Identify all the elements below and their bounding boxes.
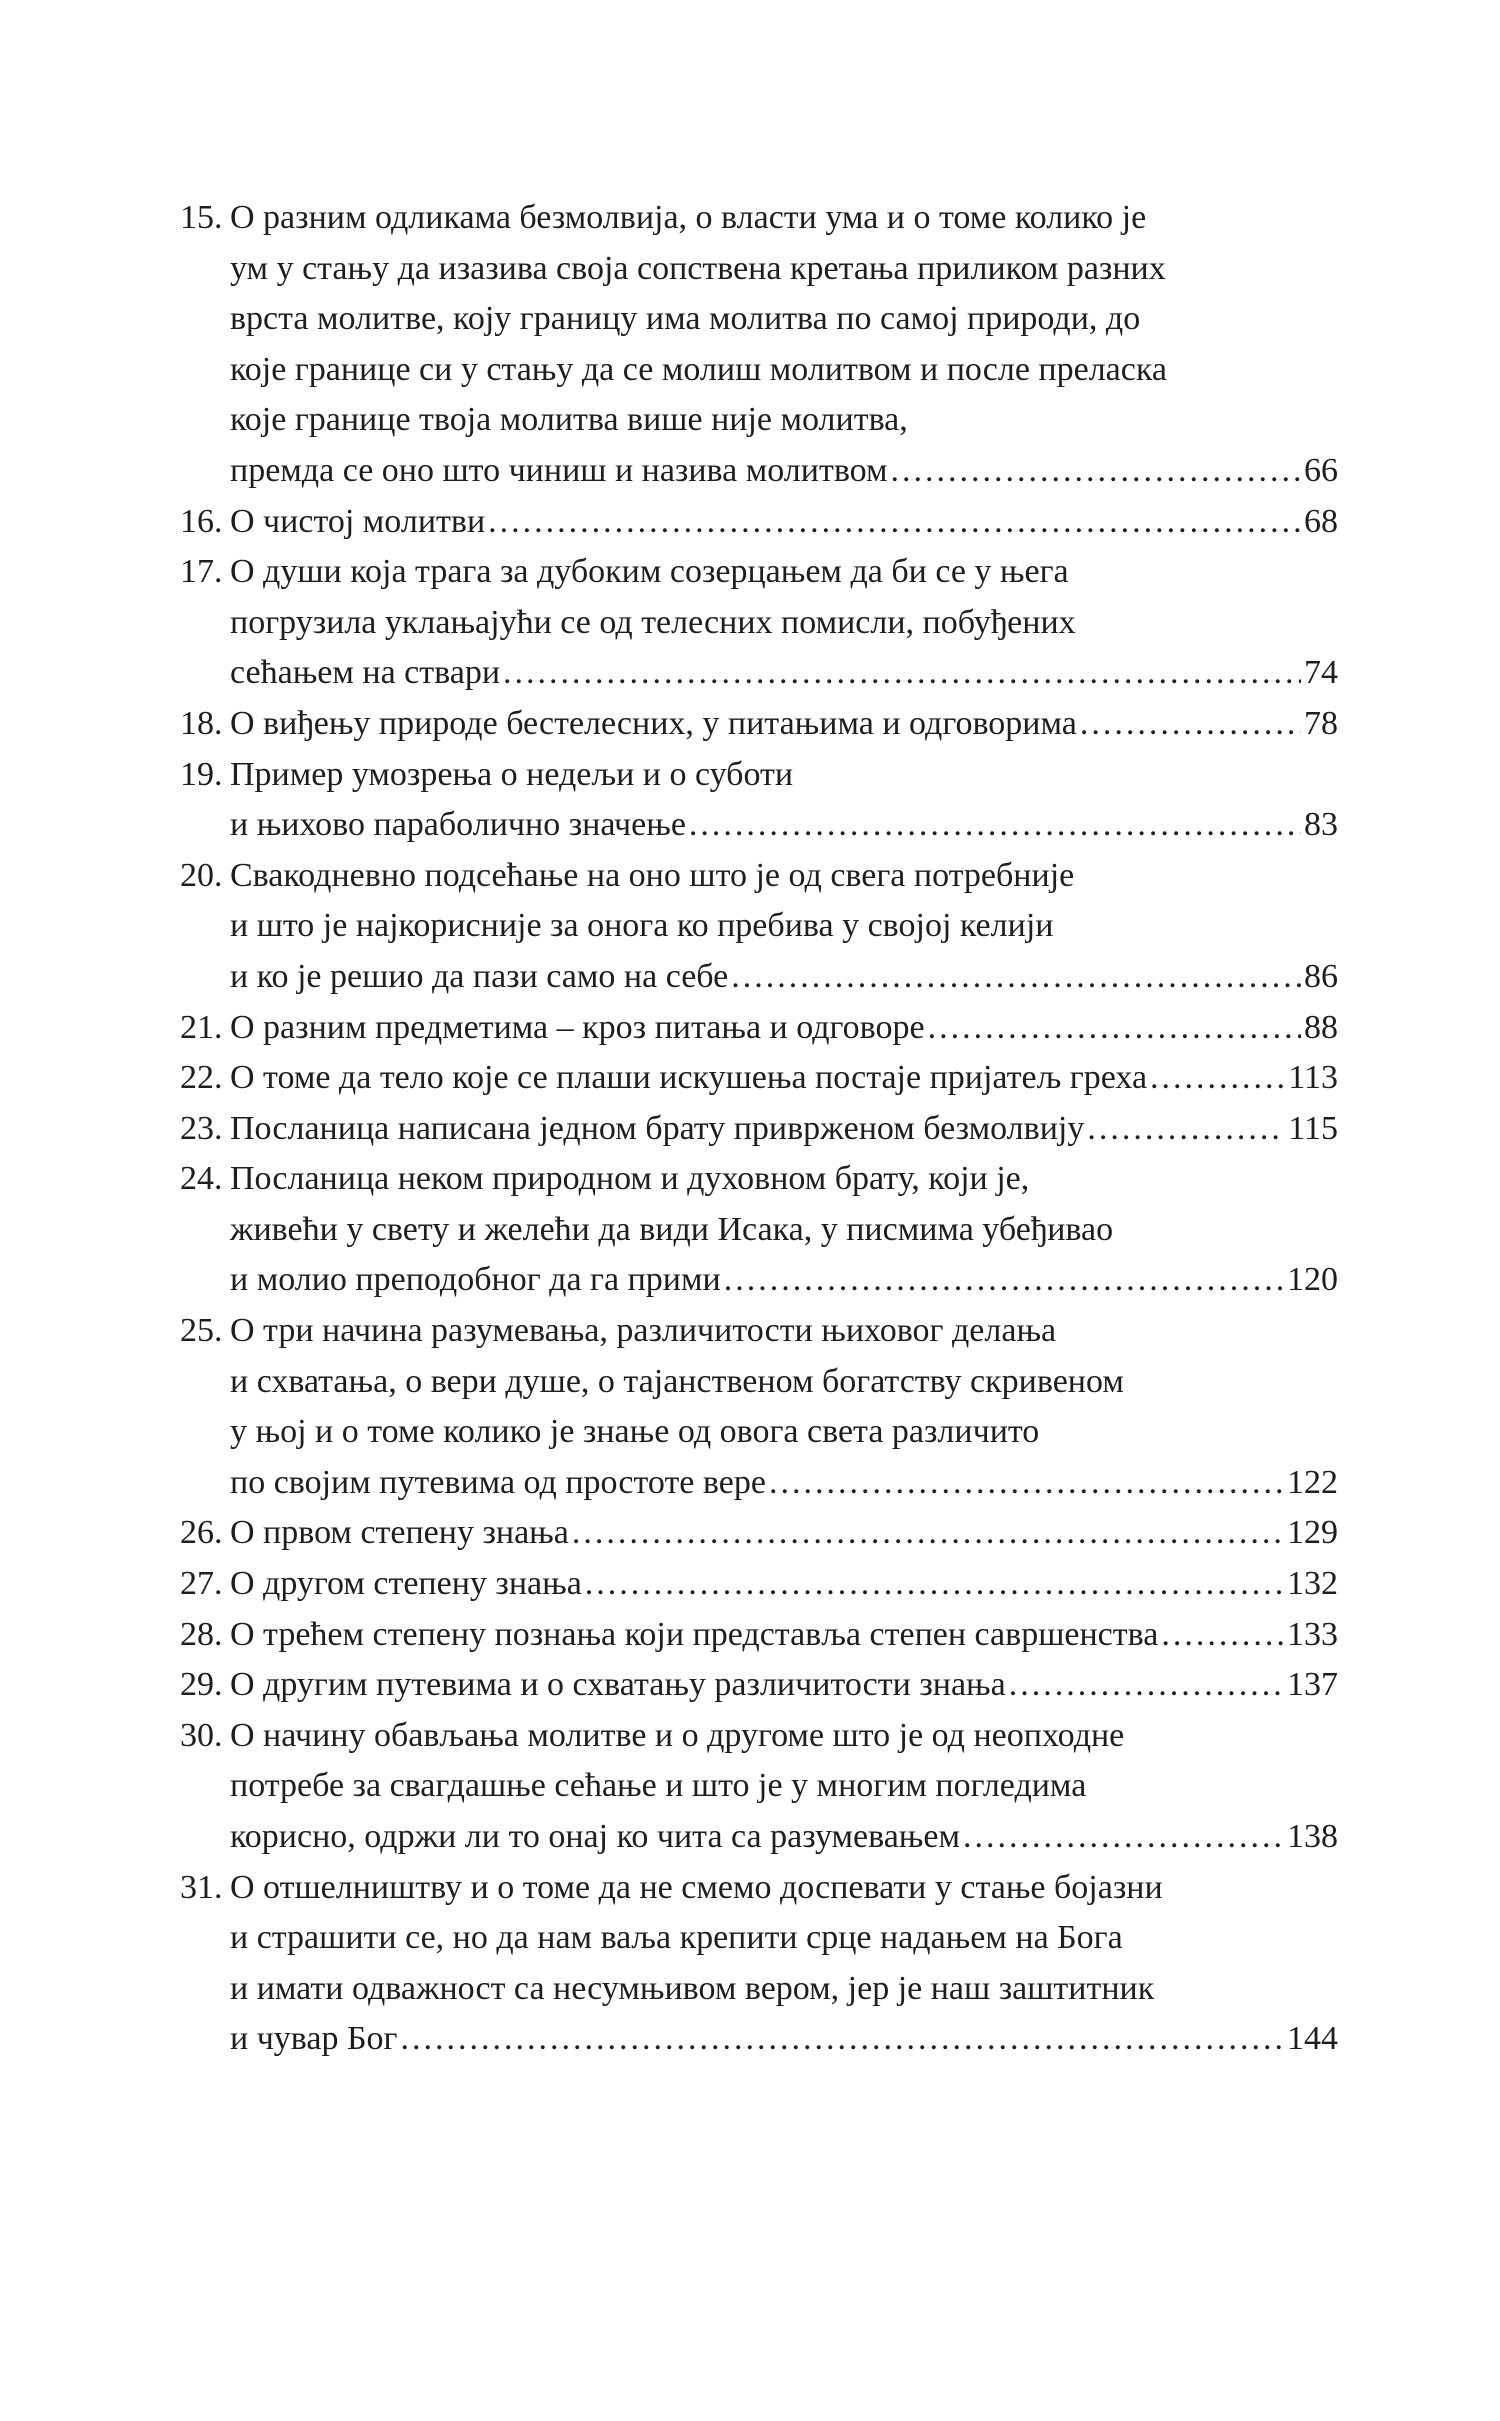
toc-entry-line xyxy=(180,598,1338,649)
toc-entry-line xyxy=(180,1913,1338,1964)
dot-leader xyxy=(400,2014,1284,2065)
toc-entry-line xyxy=(180,1711,1338,1762)
dot-leader xyxy=(572,1508,1284,1559)
toc-entry-line xyxy=(180,1205,1338,1256)
toc-entry-number: 25. xyxy=(180,1312,223,1350)
toc-entry-number: 16. xyxy=(180,502,223,540)
toc-entry-page-number: 88 xyxy=(1304,1008,1338,1046)
toc-entry-line xyxy=(180,1357,1338,1408)
toc-entry xyxy=(180,1154,1338,1306)
toc-entry-title-line: корисно, одржи ли то онај ко чита са разумевањем xyxy=(230,1818,960,1855)
toc-entry-line xyxy=(180,1306,1338,1357)
toc-entry-line xyxy=(180,1610,1338,1661)
toc-entry-title-line: О виђењу природе бестелесних, у питањима и одговорима xyxy=(230,704,1077,742)
toc-entry-title-line: и што је најкорисније за онога ко пребива у својој келији xyxy=(230,907,1054,945)
toc-entry-number: 21. xyxy=(180,1008,223,1046)
toc-entry-title-line: О трећем степену познања који представља степен савршенства xyxy=(230,1615,1159,1653)
toc-entry-title-line: потребе за свагдашње сећање и што је у многим погледима xyxy=(230,1767,1087,1805)
toc-entry-page-number: 66 xyxy=(1304,451,1338,489)
toc-entry-page-number: 138 xyxy=(1287,1818,1338,1855)
dot-leader xyxy=(503,648,1301,699)
toc-entry-number: 22. xyxy=(180,1059,223,1097)
toc-entry-title-line: О првом степену знања xyxy=(230,1514,569,1552)
toc-entry-line xyxy=(180,1003,1338,1054)
toc-entry-line xyxy=(180,547,1338,598)
toc-entry-line xyxy=(180,699,1338,750)
toc-entry-line xyxy=(180,1812,1338,1863)
toc-entry-line xyxy=(180,901,1338,952)
toc-entry-line xyxy=(180,1508,1338,1559)
toc-entry xyxy=(180,1003,1338,1054)
toc-entry-page-number: 137 xyxy=(1287,1666,1338,1704)
table-of-contents xyxy=(180,193,1338,2065)
dot-leader xyxy=(689,800,1301,851)
toc-entry-title-line: живећи у свету и желећи да види Исака, у писмима убеђивао xyxy=(230,1210,1114,1248)
toc-entry-page-number: 74 xyxy=(1304,654,1338,692)
toc-entry-page-number: 122 xyxy=(1287,1463,1338,1501)
dot-leader xyxy=(1080,699,1301,750)
toc-entry-number: 15. xyxy=(180,199,223,236)
toc-entry-line xyxy=(180,1255,1338,1306)
toc-entry-number: 30. xyxy=(180,1716,223,1754)
toc-entry xyxy=(180,1508,1338,1559)
toc-entry-title-line: врста молитве, коју границу има молитва по самој природи, до xyxy=(230,300,1141,338)
toc-entry-title-line: и имати одважност са несумњивом вером, јер је наш заштитник xyxy=(230,1969,1155,2007)
toc-entry-title-line: ум у стању да изазива своја сопствена кретања приликом разних xyxy=(230,249,1166,287)
toc-entry-number: 29. xyxy=(180,1666,223,1704)
toc-entry-number: 24. xyxy=(180,1160,223,1198)
toc-entry xyxy=(180,1559,1338,1610)
toc-entry-page-number: 78 xyxy=(1304,704,1338,742)
toc-entry-title-line: у њој и о томе колико је знање од овога света различито xyxy=(230,1413,1040,1451)
toc-entry-line xyxy=(180,1863,1338,1914)
toc-entry-title-line: О начину обављања молитве и о другоме што је од неопходне xyxy=(230,1716,1125,1754)
toc-entry-line xyxy=(180,395,1338,446)
toc-entry-line xyxy=(180,750,1338,801)
dot-leader xyxy=(891,446,1301,497)
toc-entry-title-line: О томе да тело које се плаши искушења постаје пријатељ греха xyxy=(230,1059,1148,1097)
toc-entry xyxy=(180,1711,1338,1863)
toc-entry xyxy=(180,193,1338,497)
toc-entry xyxy=(180,699,1338,750)
dot-leader xyxy=(488,497,1301,548)
toc-entry-page-number: 115 xyxy=(1288,1109,1338,1147)
toc-entry-title-line: и молио преподобног да га прими xyxy=(230,1261,721,1299)
dot-leader xyxy=(928,1003,1301,1054)
dot-leader xyxy=(724,1255,1284,1306)
toc-entry-title-line: О другом степену знања xyxy=(230,1565,582,1603)
toc-entry-line xyxy=(180,800,1338,851)
toc-entry-number: 20. xyxy=(180,856,223,894)
toc-entry-line xyxy=(180,446,1338,497)
toc-entry xyxy=(180,851,1338,1003)
toc-entry-title-line: О другим путевима и о схватању различитости знања xyxy=(230,1666,1006,1704)
toc-entry-page-number: 133 xyxy=(1287,1615,1338,1653)
toc-entry-page-number: 132 xyxy=(1287,1565,1338,1603)
toc-entry-line xyxy=(180,294,1338,345)
toc-entry-title-line: сећањем на ствари xyxy=(230,654,501,692)
toc-entry-line xyxy=(180,1761,1338,1812)
toc-entry-number: 31. xyxy=(180,1868,223,1906)
toc-entry-line xyxy=(180,1104,1338,1155)
toc-entry-page-number: 86 xyxy=(1304,957,1338,995)
toc-entry-title-line: О три начина разумевања, различитости њиховог делања xyxy=(230,1312,1057,1350)
toc-entry-line xyxy=(180,1053,1338,1104)
dot-leader xyxy=(769,1458,1284,1509)
toc-entry-title-line: Свакодневно подсећање на оно што је од свега потребније xyxy=(230,856,1075,894)
toc-entry xyxy=(180,497,1338,548)
toc-entry-title-line: премда се оно што чиниш и назива молитвом xyxy=(230,451,888,489)
toc-entry-number: 19. xyxy=(180,755,223,793)
toc-entry-page-number: 83 xyxy=(1304,806,1338,844)
toc-entry-title-line: О отшелништву и о томе да не смемо доспевати у стање бојазни xyxy=(230,1868,1163,1906)
toc-entry-page-number: 129 xyxy=(1287,1514,1338,1552)
toc-entry-line xyxy=(180,952,1338,1003)
toc-entry-line xyxy=(180,2014,1338,2065)
dot-leader xyxy=(963,1812,1284,1863)
dot-leader xyxy=(1161,1610,1284,1661)
toc-entry-line xyxy=(180,1559,1338,1610)
toc-entry xyxy=(180,1660,1338,1711)
toc-entry-title-line: О души која трага за дубоким созерцањем да би се у њега xyxy=(230,553,1069,591)
toc-entry-title-line: О чистој молитви xyxy=(230,502,486,540)
toc-entry-line xyxy=(180,1964,1338,2015)
dot-leader xyxy=(731,952,1301,1003)
dot-leader xyxy=(1009,1660,1284,1711)
toc-entry-title-line: које границе твоја молитва више није молитва, xyxy=(230,401,908,439)
dot-leader xyxy=(1087,1104,1285,1155)
toc-entry-line xyxy=(180,497,1338,548)
toc-entry-title-line: О разним предметима – кроз питања и одговоре xyxy=(230,1008,925,1046)
toc-entry-line xyxy=(180,1407,1338,1458)
toc-entry-number: 28. xyxy=(180,1615,223,1653)
toc-entry-title-line: по својим путевима од простоте вере xyxy=(230,1463,766,1501)
toc-entry-line xyxy=(180,851,1338,902)
toc-entry-title-line: које границе си у стању да се молиш молитвом и после преласка xyxy=(230,350,1167,388)
toc-entry-number: 26. xyxy=(180,1514,223,1552)
toc-entry-title-line: Посланица написана једном брату привржeном безмолвију xyxy=(230,1109,1085,1147)
toc-entry xyxy=(180,1053,1338,1104)
toc-entry-number: 27. xyxy=(180,1565,223,1603)
toc-entry-line xyxy=(180,1154,1338,1205)
toc-entry-title-line: Посланица неком природном и духовном брату, који је, xyxy=(230,1160,1030,1198)
toc-entry-page-number: 144 xyxy=(1287,2020,1338,2058)
dot-leader xyxy=(1150,1053,1285,1104)
toc-entry-line xyxy=(180,1660,1338,1711)
toc-entry-title-line: погрузила уклањајући се од телесних помисли, побуђених xyxy=(230,603,1076,641)
toc-entry-number: 17. xyxy=(180,553,223,591)
toc-entry-line xyxy=(180,648,1338,699)
toc-entry-line xyxy=(180,1458,1338,1509)
toc-entry-title-line: и страшити се, но да нам ваља крепити срце надањем на Бога xyxy=(230,1919,1123,1957)
toc-entry xyxy=(180,1306,1338,1508)
toc-entry-title-line: и њихово параболично значење xyxy=(230,806,686,844)
toc-entry-line xyxy=(180,193,1338,244)
toc-entry xyxy=(180,1863,1338,2065)
toc-entry-page-number: 113 xyxy=(1288,1059,1338,1097)
toc-entry xyxy=(180,750,1338,851)
toc-entry-number: 18. xyxy=(180,704,223,742)
toc-entry-title-line: и ко је решио да пази само на себе xyxy=(230,957,729,995)
toc-entry xyxy=(180,1104,1338,1155)
toc-entry-title-line: Пример умозрења о недељи и о суботи xyxy=(230,755,794,793)
toc-entry-page-number: 120 xyxy=(1287,1261,1338,1299)
toc-entry xyxy=(180,547,1338,699)
toc-entry-line xyxy=(180,244,1338,295)
toc-entry-page-number: 68 xyxy=(1304,502,1338,540)
dot-leader xyxy=(585,1559,1284,1610)
toc-entry-title-line: и чувар Бог xyxy=(230,2020,398,2058)
toc-entry-number: 23. xyxy=(180,1109,223,1147)
toc-entry-title-line: и схватања, о вери душе, о тајанственом богатству скривеном xyxy=(230,1362,1124,1400)
toc-entry-line xyxy=(180,345,1338,396)
toc-entry xyxy=(180,1610,1338,1661)
toc-entry-title-line: О разним одликама безмолвија, о власти ума и о томе колико је xyxy=(230,199,1147,236)
